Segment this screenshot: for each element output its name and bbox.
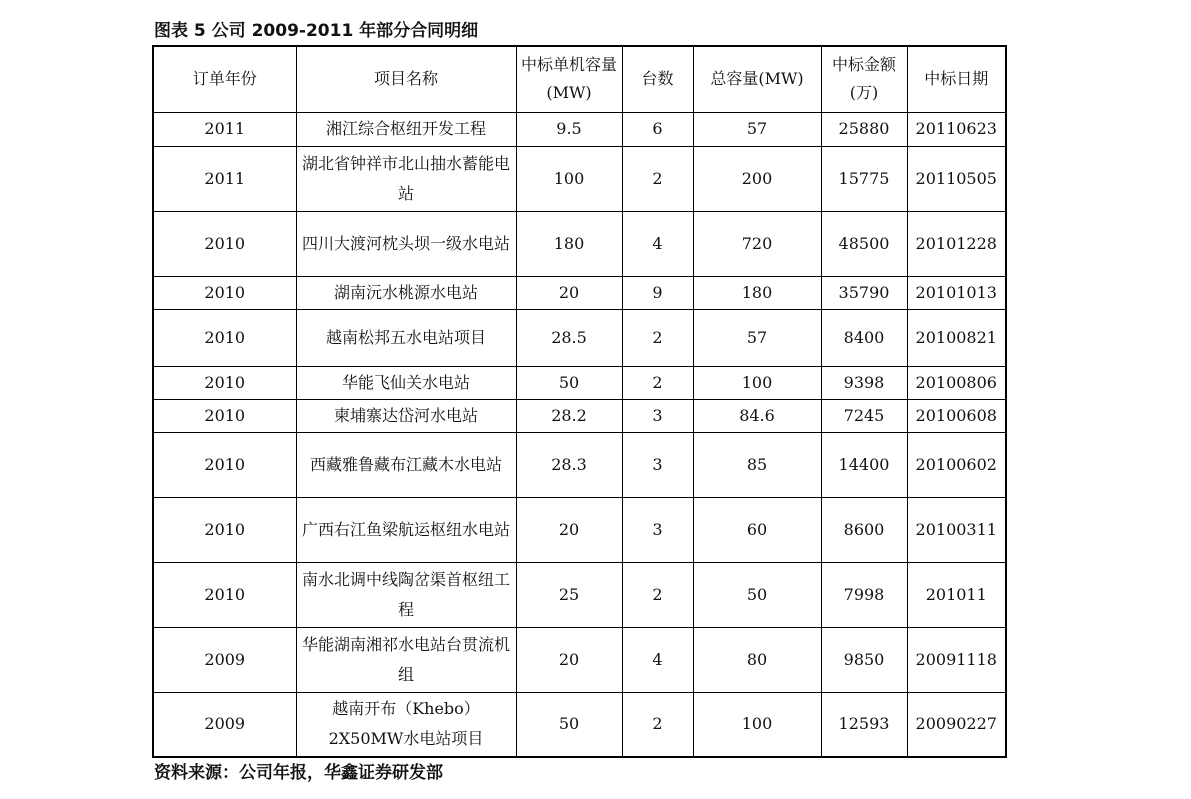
cell-unit-count: 2	[622, 562, 693, 627]
cell-year: 2010	[153, 497, 296, 562]
cell-bid-date: 20100821	[907, 309, 1006, 366]
table-row	[153, 309, 1006, 366]
table-caption: 图表 5 公司 2009-2011 年部分合同明细	[154, 21, 479, 41]
cell-unit-capacity: 20	[516, 497, 622, 562]
column-header-bid-date: 中标日期	[907, 46, 1006, 112]
cell-project-name: 柬埔寨达岱河水电站	[296, 399, 516, 432]
cell-bid-date: 20110505	[907, 146, 1006, 211]
cell-bid-amount: 8600	[821, 497, 907, 562]
cell-unit-capacity: 180	[516, 211, 622, 276]
table-row	[153, 497, 1006, 562]
cell-unit-count: 3	[622, 399, 693, 432]
cell-unit-count: 2	[622, 366, 693, 399]
cell-project-name: 华能飞仙关水电站	[296, 366, 516, 399]
cell-total-capacity: 84.6	[693, 399, 821, 432]
cell-bid-date: 20091118	[907, 627, 1006, 692]
cell-total-capacity: 57	[693, 112, 821, 146]
cell-bid-date: 20100602	[907, 432, 1006, 497]
cell-unit-count: 4	[622, 211, 693, 276]
cell-total-capacity: 100	[693, 692, 821, 757]
cell-bid-amount: 48500	[821, 211, 907, 276]
table-row	[153, 399, 1006, 432]
cell-total-capacity: 85	[693, 432, 821, 497]
cell-year: 2010	[153, 562, 296, 627]
cell-unit-count: 9	[622, 276, 693, 309]
cell-unit-count: 4	[622, 627, 693, 692]
cell-unit-count: 2	[622, 146, 693, 211]
table-row	[153, 692, 1006, 757]
column-header-project-name: 项目名称	[296, 46, 516, 112]
cell-bid-amount: 15775	[821, 146, 907, 211]
table-row	[153, 146, 1006, 211]
cell-year: 2009	[153, 692, 296, 757]
cell-unit-capacity: 28.3	[516, 432, 622, 497]
cell-total-capacity: 720	[693, 211, 821, 276]
contract-details-table	[152, 45, 1007, 758]
cell-bid-amount: 14400	[821, 432, 907, 497]
cell-bid-date: 20110623	[907, 112, 1006, 146]
cell-unit-count: 3	[622, 432, 693, 497]
cell-bid-date: 20101228	[907, 211, 1006, 276]
cell-unit-capacity: 50	[516, 366, 622, 399]
source-note: 资料来源：公司年报，华鑫证券研发部	[154, 763, 443, 783]
cell-year: 2010	[153, 309, 296, 366]
cell-project-name: 广西右江鱼梁航运枢纽水电站	[296, 497, 516, 562]
cell-unit-capacity: 50	[516, 692, 622, 757]
cell-year: 2010	[153, 399, 296, 432]
cell-unit-capacity: 25	[516, 562, 622, 627]
table-row	[153, 366, 1006, 399]
cell-total-capacity: 60	[693, 497, 821, 562]
cell-bid-amount: 9398	[821, 366, 907, 399]
table-row	[153, 562, 1006, 627]
column-header-total-capacity: 总容量(MW)	[693, 46, 821, 112]
table-row	[153, 112, 1006, 146]
cell-bid-date: 20100311	[907, 497, 1006, 562]
cell-project-name: 湖北省钟祥市北山抽水蓄能电站	[296, 146, 516, 211]
cell-bid-date: 20101013	[907, 276, 1006, 309]
cell-project-name: 南水北调中线陶岔渠首枢纽工程	[296, 562, 516, 627]
cell-year: 2010	[153, 211, 296, 276]
cell-unit-capacity: 28.2	[516, 399, 622, 432]
cell-unit-count: 2	[622, 309, 693, 366]
cell-year: 2010	[153, 276, 296, 309]
cell-unit-capacity: 20	[516, 627, 622, 692]
cell-year: 2010	[153, 366, 296, 399]
cell-bid-amount: 9850	[821, 627, 907, 692]
cell-bid-amount: 8400	[821, 309, 907, 366]
column-header-unit-count: 台数	[622, 46, 693, 112]
cell-total-capacity: 57	[693, 309, 821, 366]
cell-total-capacity: 100	[693, 366, 821, 399]
cell-project-name: 湖南沅水桃源水电站	[296, 276, 516, 309]
cell-total-capacity: 50	[693, 562, 821, 627]
cell-project-name: 湘江综合枢纽开发工程	[296, 112, 516, 146]
cell-unit-capacity: 20	[516, 276, 622, 309]
cell-year: 2010	[153, 432, 296, 497]
cell-unit-capacity: 100	[516, 146, 622, 211]
cell-year: 2011	[153, 146, 296, 211]
cell-bid-date: 20100806	[907, 366, 1006, 399]
cell-unit-count: 6	[622, 112, 693, 146]
table-row	[153, 276, 1006, 309]
cell-unit-capacity: 9.5	[516, 112, 622, 146]
table-row	[153, 211, 1006, 276]
table-row	[153, 432, 1006, 497]
cell-bid-amount: 35790	[821, 276, 907, 309]
cell-bid-date: 20090227	[907, 692, 1006, 757]
cell-project-name: 西藏雅鲁藏布江藏木水电站	[296, 432, 516, 497]
cell-total-capacity: 80	[693, 627, 821, 692]
cell-year: 2011	[153, 112, 296, 146]
cell-project-name: 华能湖南湘祁水电站台贯流机组	[296, 627, 516, 692]
cell-total-capacity: 200	[693, 146, 821, 211]
cell-bid-date: 201011	[907, 562, 1006, 627]
cell-project-name: 越南松邦五水电站项目	[296, 309, 516, 366]
cell-bid-amount: 25880	[821, 112, 907, 146]
cell-total-capacity: 180	[693, 276, 821, 309]
column-header-unit-capacity: 中标单机容量(MW)	[516, 46, 622, 112]
cell-project-name: 越南开布（Khebo）2X50MW水电站项目	[296, 692, 516, 757]
cell-project-name: 四川大渡河枕头坝一级水电站	[296, 211, 516, 276]
table-header-row	[153, 46, 1006, 112]
cell-unit-count: 2	[622, 692, 693, 757]
column-header-bid-amount: 中标金额(万)	[821, 46, 907, 112]
column-header-order-year: 订单年份	[153, 46, 296, 112]
cell-bid-amount: 7998	[821, 562, 907, 627]
cell-bid-amount: 12593	[821, 692, 907, 757]
cell-unit-count: 3	[622, 497, 693, 562]
cell-unit-capacity: 28.5	[516, 309, 622, 366]
cell-bid-amount: 7245	[821, 399, 907, 432]
table-row	[153, 627, 1006, 692]
cell-bid-date: 20100608	[907, 399, 1006, 432]
cell-year: 2009	[153, 627, 296, 692]
